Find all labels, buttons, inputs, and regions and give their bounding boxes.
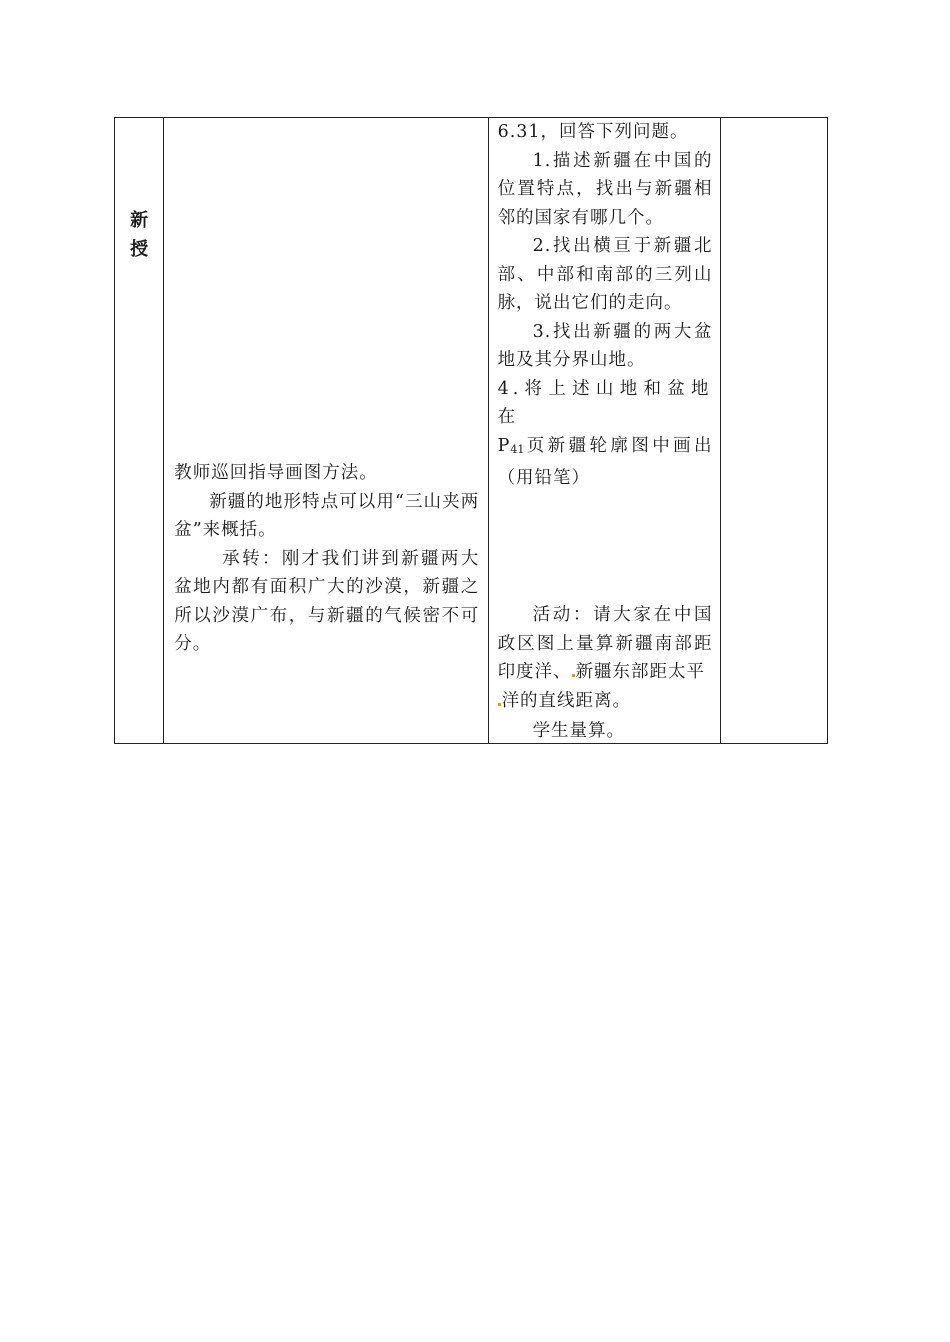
activity-text: [498, 601, 713, 715]
teacher-paragraph-3: 承转：刚才我们讲到新疆两大盆地内都有面积广大的沙漠，新疆之所以沙漠广布，与新疆的气候密不可分。: [174, 548, 480, 654]
student-questions: [498, 118, 713, 493]
question-4-part-a: 4.将上述山地和盆地在: [497, 378, 713, 427]
page-ref-letter: P: [497, 435, 511, 456]
stage-cell: [115, 118, 164, 744]
question-intro: 6.31，回答下列问题。: [497, 122, 689, 142]
student-activity-cell: [488, 118, 720, 744]
question-4: [498, 375, 713, 493]
question-1: 1.描述新疆在中国的位置特点，找出与新疆相邻的国家有哪几个。: [497, 150, 713, 228]
question-4-part-b: 页新疆轮廓图中画出（用铅笔）: [497, 435, 713, 488]
edit-marker-icon: [498, 703, 501, 706]
activity-part-b: 新疆东部距太平: [575, 662, 706, 682]
stage-char-1: 新: [130, 210, 149, 231]
teacher-paragraph-1: 教师巡回指导画图方法。: [174, 463, 378, 483]
question-2: 2.找出横亘于新疆北部、中部和南部的三列山脉，说出它们的走向。: [497, 236, 713, 313]
teacher-activity-cell: [164, 118, 488, 744]
page-ref: [498, 436, 525, 456]
table-row: [115, 118, 828, 744]
notes-cell: [720, 118, 827, 744]
page-ref-number: 41: [510, 442, 525, 456]
activity-part-c: 洋的直线距离。: [501, 690, 632, 711]
lesson-plan-table: [114, 117, 828, 744]
activity-part-a: 活动：请大家在中国政区图上量算新疆南部距印度洋、: [497, 605, 713, 682]
student-action: 学生量算。: [532, 721, 626, 741]
stage-char-2: 授: [130, 239, 149, 260]
edit-marker-icon: [572, 674, 575, 677]
teacher-paragraph-2: 新疆的地形特点可以用“三山夹两盆”来概括。: [174, 491, 480, 540]
teacher-activity-text: [174, 459, 479, 659]
question-3: 3.找出新疆的两大盆地及其分界山地。: [497, 321, 713, 370]
student-activity: [498, 601, 713, 746]
